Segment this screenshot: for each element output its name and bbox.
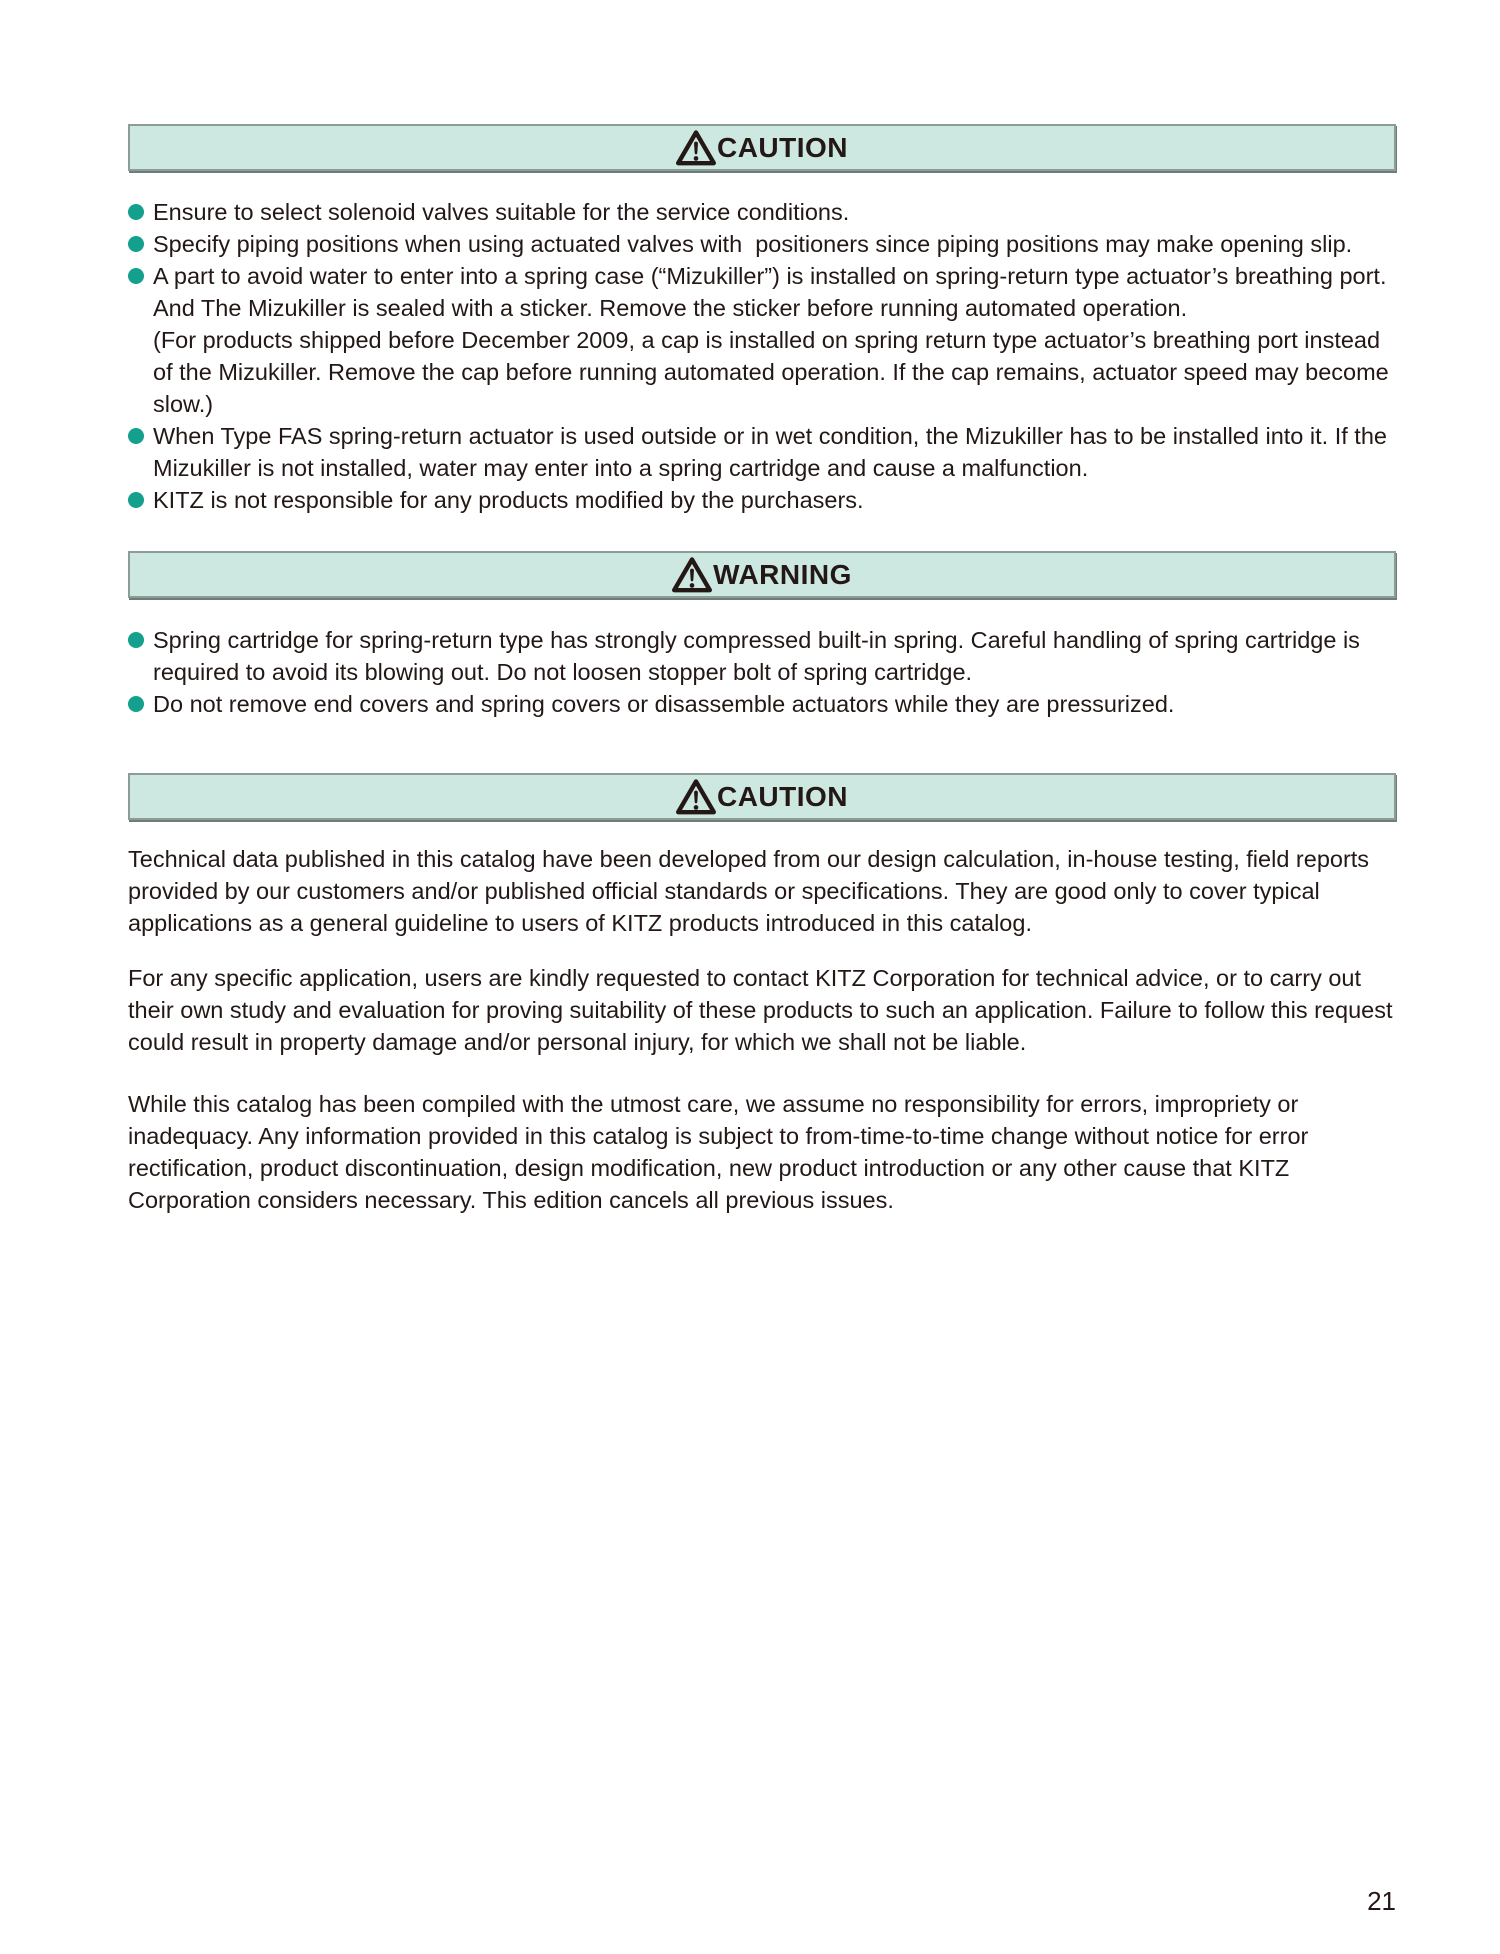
teal-dot-icon: [128, 632, 144, 648]
bullet-text: A part to avoid water to enter into a spring case (“Mizukiller”) is installed on spring-return type actuator’s breathing port. And The Mizukiller is sealed with a sticker. Remove the sticker before running automated operation.: [153, 263, 1392, 321]
list-item: [128, 484, 1396, 516]
teal-dot-icon: [128, 696, 144, 712]
warning-triangle-icon: [676, 129, 716, 166]
list-item: [128, 196, 1396, 228]
warning-triangle-icon: [672, 556, 712, 593]
banner-label: CAUTION: [716, 780, 849, 812]
list-item: [128, 260, 1396, 420]
warning-bullet-list: [128, 624, 1396, 720]
list-item: [128, 420, 1396, 484]
teal-dot-icon: [128, 204, 144, 220]
list-item: [128, 228, 1396, 260]
teal-dot-icon: [128, 428, 144, 444]
disclaimer-paragraph: For any specific application, users are kindly requested to contact KITZ Corporation for technical advice, or to carry out their own study and evaluation for proving suitability of these products to such an application. Failure to follow this request could result in property damage and/or personal injury, for which we shall not be liable.: [128, 965, 1400, 1055]
page-content: [128, 124, 1400, 1216]
caution-banner-2-title: [676, 778, 848, 815]
warning-banner-title: [672, 556, 852, 593]
bullet-text: Specify piping positions when using actuated valves with positioners since piping positions may make opening slip.: [153, 231, 1353, 257]
caution-banner-1: [128, 124, 1396, 171]
banner-label: CAUTION: [716, 131, 849, 163]
bullet-text: KITZ is not responsible for any products modified by the purchasers.: [153, 487, 864, 513]
bullet-text: Do not remove end covers and spring covers or disassemble actuators while they are pressurized.: [153, 691, 1175, 717]
teal-dot-icon: [128, 236, 144, 252]
disclaimer-paragraph: Technical data published in this catalog have been developed from our design calculation, in-house testing, field reports provided by our customers and/or published official standards or specifications. They are good only to cover typical applications as a general guideline to users of KITZ products introduced in this catalog.: [128, 846, 1376, 936]
bullet-text: When Type FAS spring-return actuator is used outside or in wet condition, the Mizukiller has to be installed into it. If the Mizukiller is not installed, water may enter into a spring cartridge and cause a malfunction.: [153, 423, 1394, 481]
bullet-note: (For products shipped before December 2009, a cap is installed on spring return type actuator’s breathing port instead of the Mizukiller. Remove the cap before running automated operation. If the cap remains, actuator speed may become slow.): [153, 327, 1396, 417]
banner-label: WARNING: [713, 558, 852, 590]
teal-dot-icon: [128, 268, 144, 284]
caution-banner-2: [128, 773, 1396, 820]
caution-bullet-list: [128, 196, 1396, 516]
teal-dot-icon: [128, 492, 144, 508]
bullet-text: Spring cartridge for spring-return type has strongly compressed built-in spring. Careful handling of spring cartridge is required to avoid its blowing out. Do not loosen stopper bolt of spring cartridge.: [153, 627, 1367, 685]
page-number: 21: [1367, 1886, 1396, 1916]
bullet-text: Ensure to select solenoid valves suitable for the service conditions.: [153, 199, 850, 225]
list-item: [128, 688, 1396, 720]
list-item: [128, 624, 1396, 688]
warning-triangle-icon: [676, 778, 716, 815]
warning-banner: [128, 551, 1396, 598]
disclaimer-paragraph: While this catalog has been compiled with the utmost care, we assume no responsibility for errors, impropriety or inadequacy. Any information provided in this catalog is subject to from-time-to-time change without notice for error rectification, product discontinuation, design modification, new product introduction or any other cause that KITZ Corporation considers necessary. This edition cancels all previous issues.: [128, 1091, 1315, 1213]
caution-banner-1-title: [676, 129, 848, 166]
